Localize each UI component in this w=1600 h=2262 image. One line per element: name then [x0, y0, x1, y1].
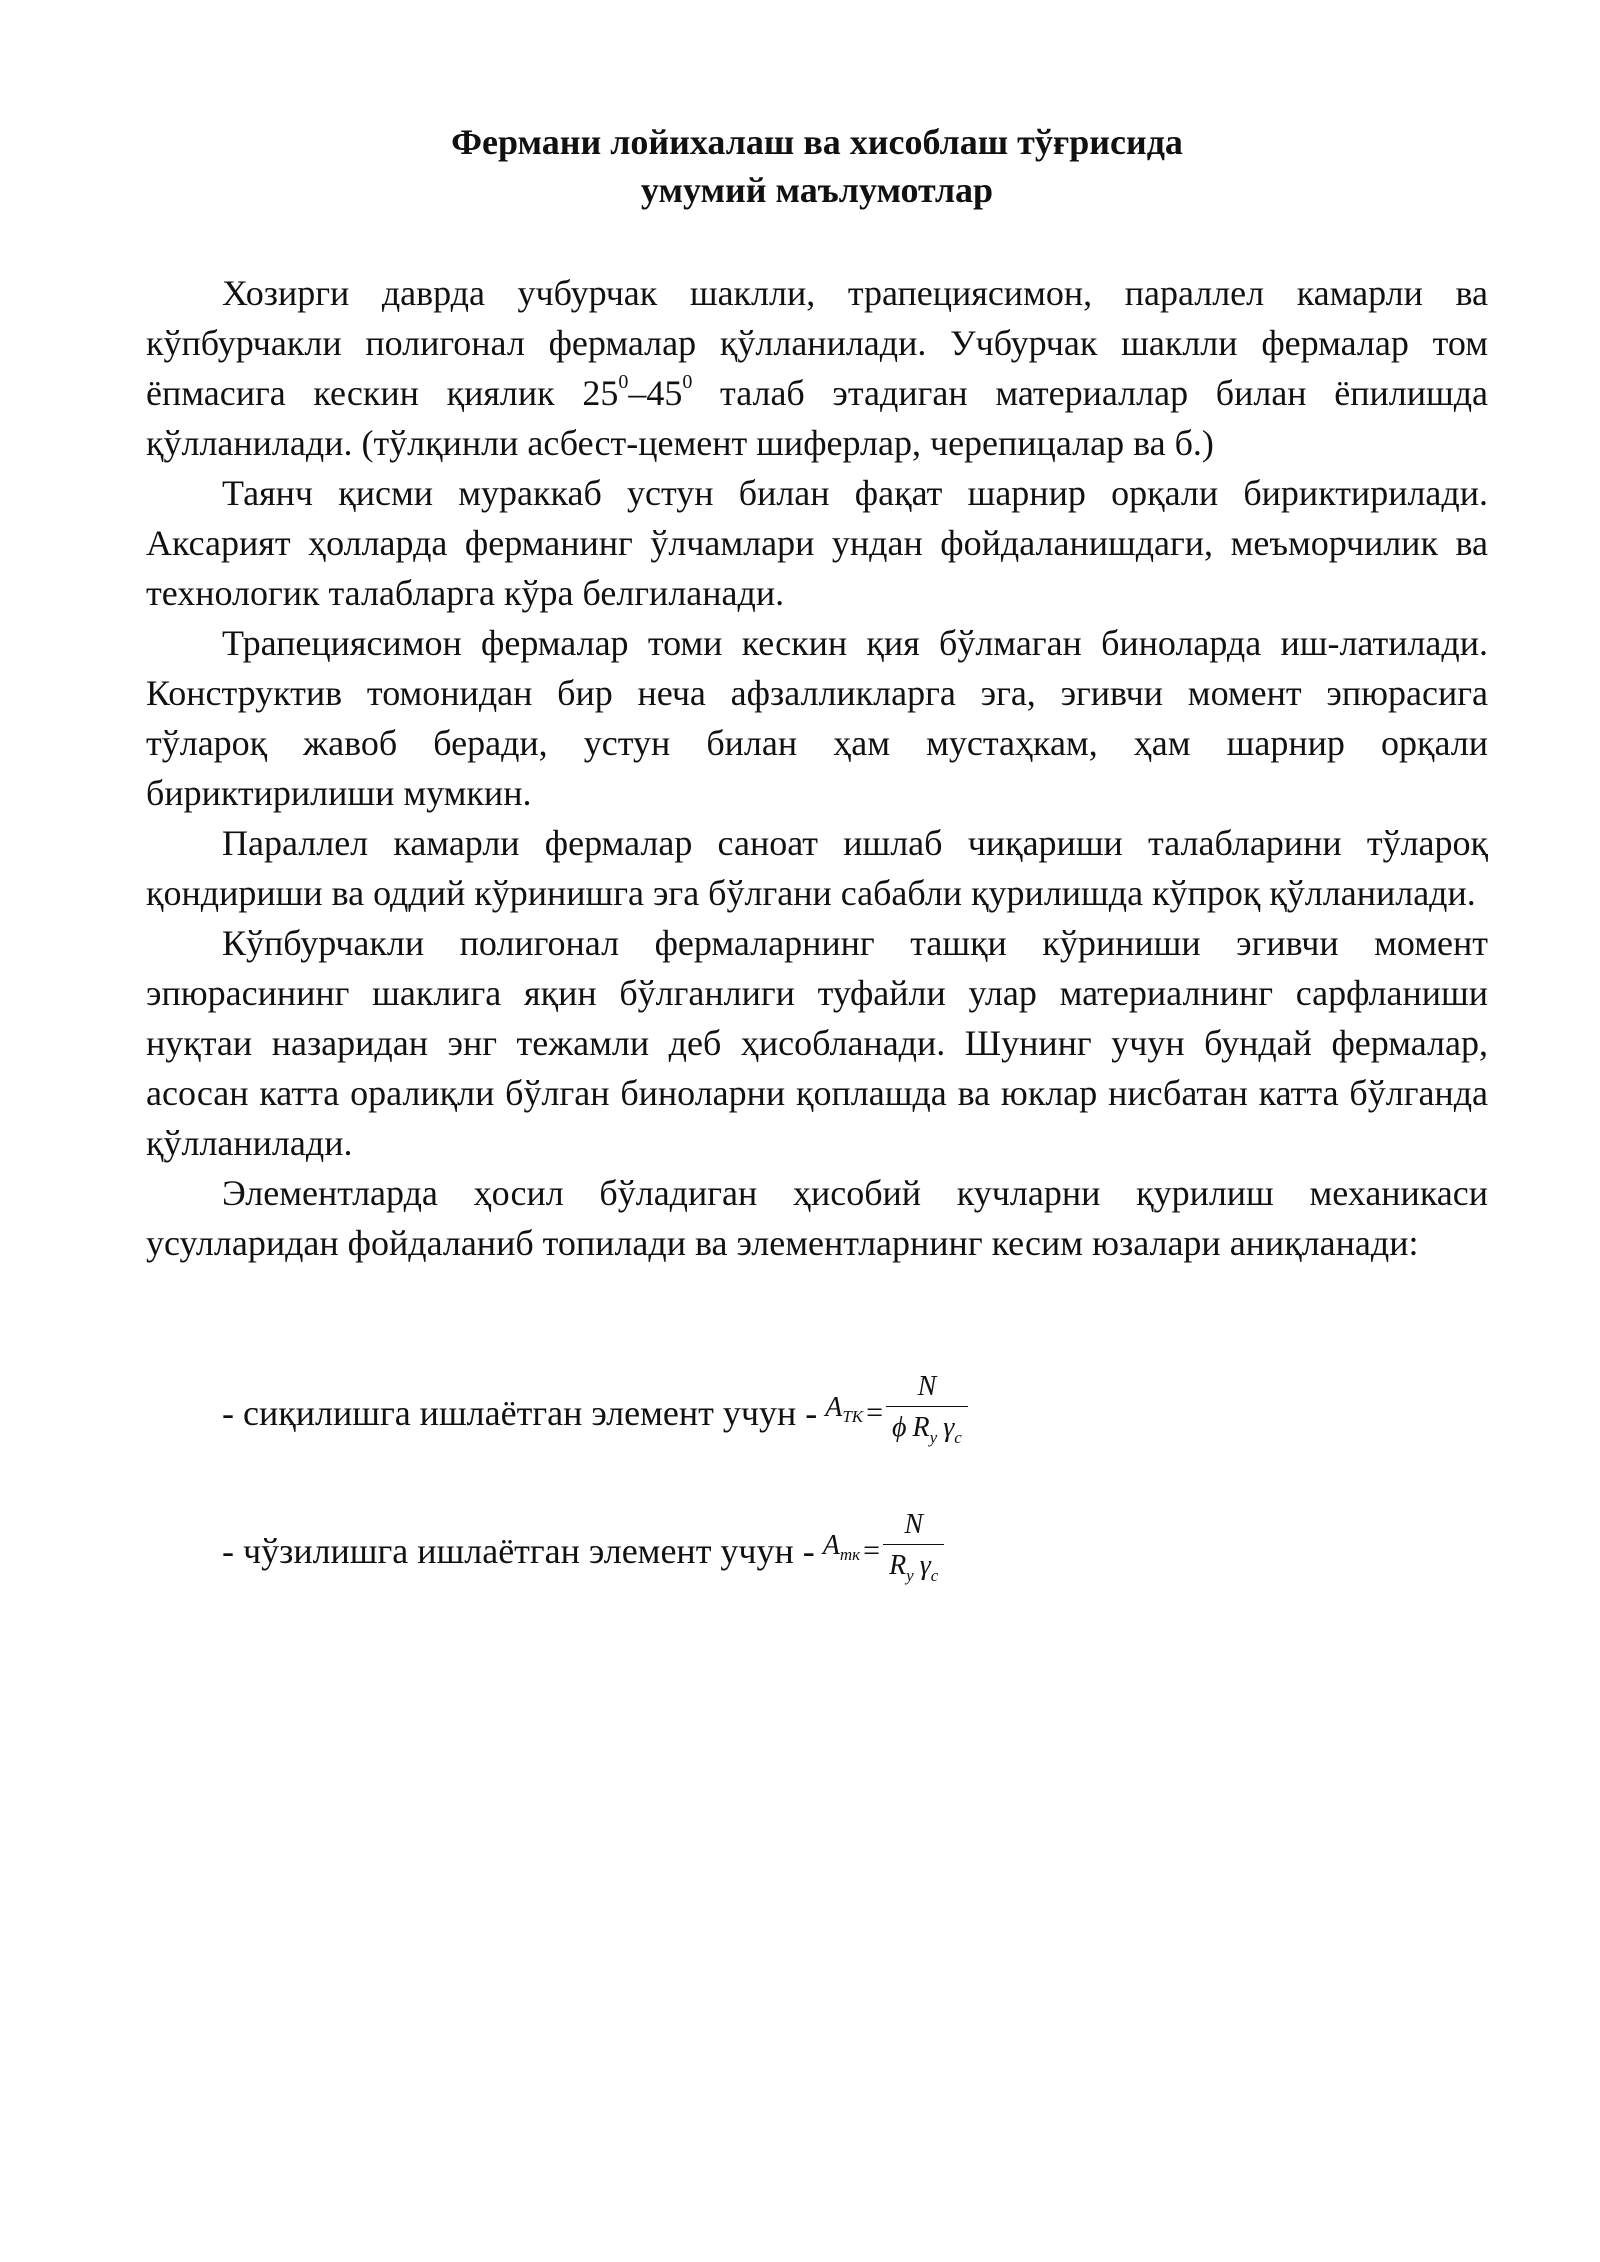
compression-formula	[825, 1370, 968, 1455]
fraction-numerator: N	[904, 1509, 924, 1540]
title-line-1: Фермани лойихалаш ва хисоблаш тўғрисида	[451, 122, 1183, 162]
title-line-2: умумий маълумотлар	[640, 170, 994, 210]
paragraph-1-range: –45	[628, 373, 683, 413]
tension-area-symbol	[823, 1521, 860, 1580]
fraction-denominator	[886, 1411, 968, 1455]
paragraph-4: Параллел камарли фермалар саноат ишлаб чиқариши талабларини тўлароқ қондириши ва оддий кўринишга эга бўлгани сабабли қурилишда кўпроқ қўлланилади.	[146, 823, 1488, 913]
area-subscript: TK	[842, 1407, 864, 1426]
compression-area-symbol	[825, 1383, 863, 1442]
resistance-subscript: y	[929, 1428, 938, 1447]
compression-fraction	[886, 1370, 968, 1455]
area-letter: A	[822, 1530, 840, 1561]
compression-formula-line	[222, 1370, 968, 1455]
paragraph-2: Таянч қисми мураккаб устун билан фақат шарнир орқали бириктирилади. Аксарият ҳолларда ферманинг ўлчамлари ундан фойдаланишдаги, меъморчилик ва технологик талабларга кўра белгиланади.	[146, 473, 1488, 613]
degree-superscript-1: 0	[618, 371, 629, 393]
paragraph-5: Кўпбурчакли полигонал фермаларнинг ташқи кўриниши эгивчи момент эпюрасининг шаклига яқин бўлганлиги туфайли улар материалнинг сарфланиши нуқтаи назаридан энг тежамли деб ҳисобланади. Шунинг учун бундай фермалар, асосан катта оралиқли бўлган биноларни қоплашда ва юклар нисбатан катта бўлганда қўлланилади.	[146, 923, 1488, 1163]
document-body	[146, 268, 1488, 1268]
area-letter: A	[825, 1392, 843, 1423]
paragraph-1-text-a: Хозирги даврда учбурчак шаклли, трапециясимон, параллел камарли ва кўпбурчакли полигонал фермалар қўлланилади. Учбурчак шаклли фермалар том ёпмасига кескин қиялик 25	[146, 273, 1488, 413]
gamma-subscript: c	[930, 1566, 939, 1585]
degree-superscript-2: 0	[682, 371, 693, 393]
fraction-bar	[886, 1406, 968, 1407]
tension-formula-line	[222, 1508, 944, 1593]
resistance-subscript: y	[906, 1566, 914, 1585]
paragraph-1	[146, 268, 1488, 468]
document-title	[146, 118, 1488, 214]
tension-formula-label: - чўзилишга ишлаётган элемент учун -	[222, 1530, 815, 1571]
gamma-subscript: c	[954, 1428, 962, 1447]
gamma-symbol: γ	[943, 1412, 955, 1443]
resistance-symbol: R	[912, 1412, 930, 1443]
tension-formula	[823, 1508, 945, 1593]
equals-sign: =	[866, 1395, 884, 1429]
phi-symbol: ϕ	[892, 1412, 907, 1443]
tension-fraction	[883, 1508, 944, 1593]
paragraph-1-text-b: талаб этадиган материаллар билан ёпилишда қўлланилади. (тўлқинли асбест-цемент шиферлар, черепицалар ва б.)	[146, 373, 1489, 463]
equals-sign: =	[863, 1533, 881, 1567]
paragraph-6: Элементларда ҳосил бўладиган ҳисобий кучларни қурилиш механикаси усулларидан фойдаланиб топилади ва элементларнинг кесим юзалари аниқланади:	[146, 1173, 1488, 1263]
paragraph-3: Трапециясимон фермалар томи кескин қия бўлмаган биноларда иш-латилади. Конструктив томонидан бир неча афзалликларга эга, эгивчи момент эпюрасига тўлароқ жавоб беради, устун билан ҳам мустаҳкам, ҳам шарнир орқали бириктирилиши мумкин.	[146, 623, 1488, 813]
resistance-symbol: R	[889, 1550, 907, 1581]
compression-formula-label: - сиқилишга ишлаётган элемент учун -	[222, 1392, 818, 1433]
fraction-bar	[883, 1544, 944, 1545]
fraction-denominator	[883, 1549, 944, 1593]
gamma-symbol: γ	[919, 1550, 931, 1581]
fraction-numerator: N	[917, 1371, 937, 1402]
area-subscript: тк	[839, 1545, 861, 1564]
